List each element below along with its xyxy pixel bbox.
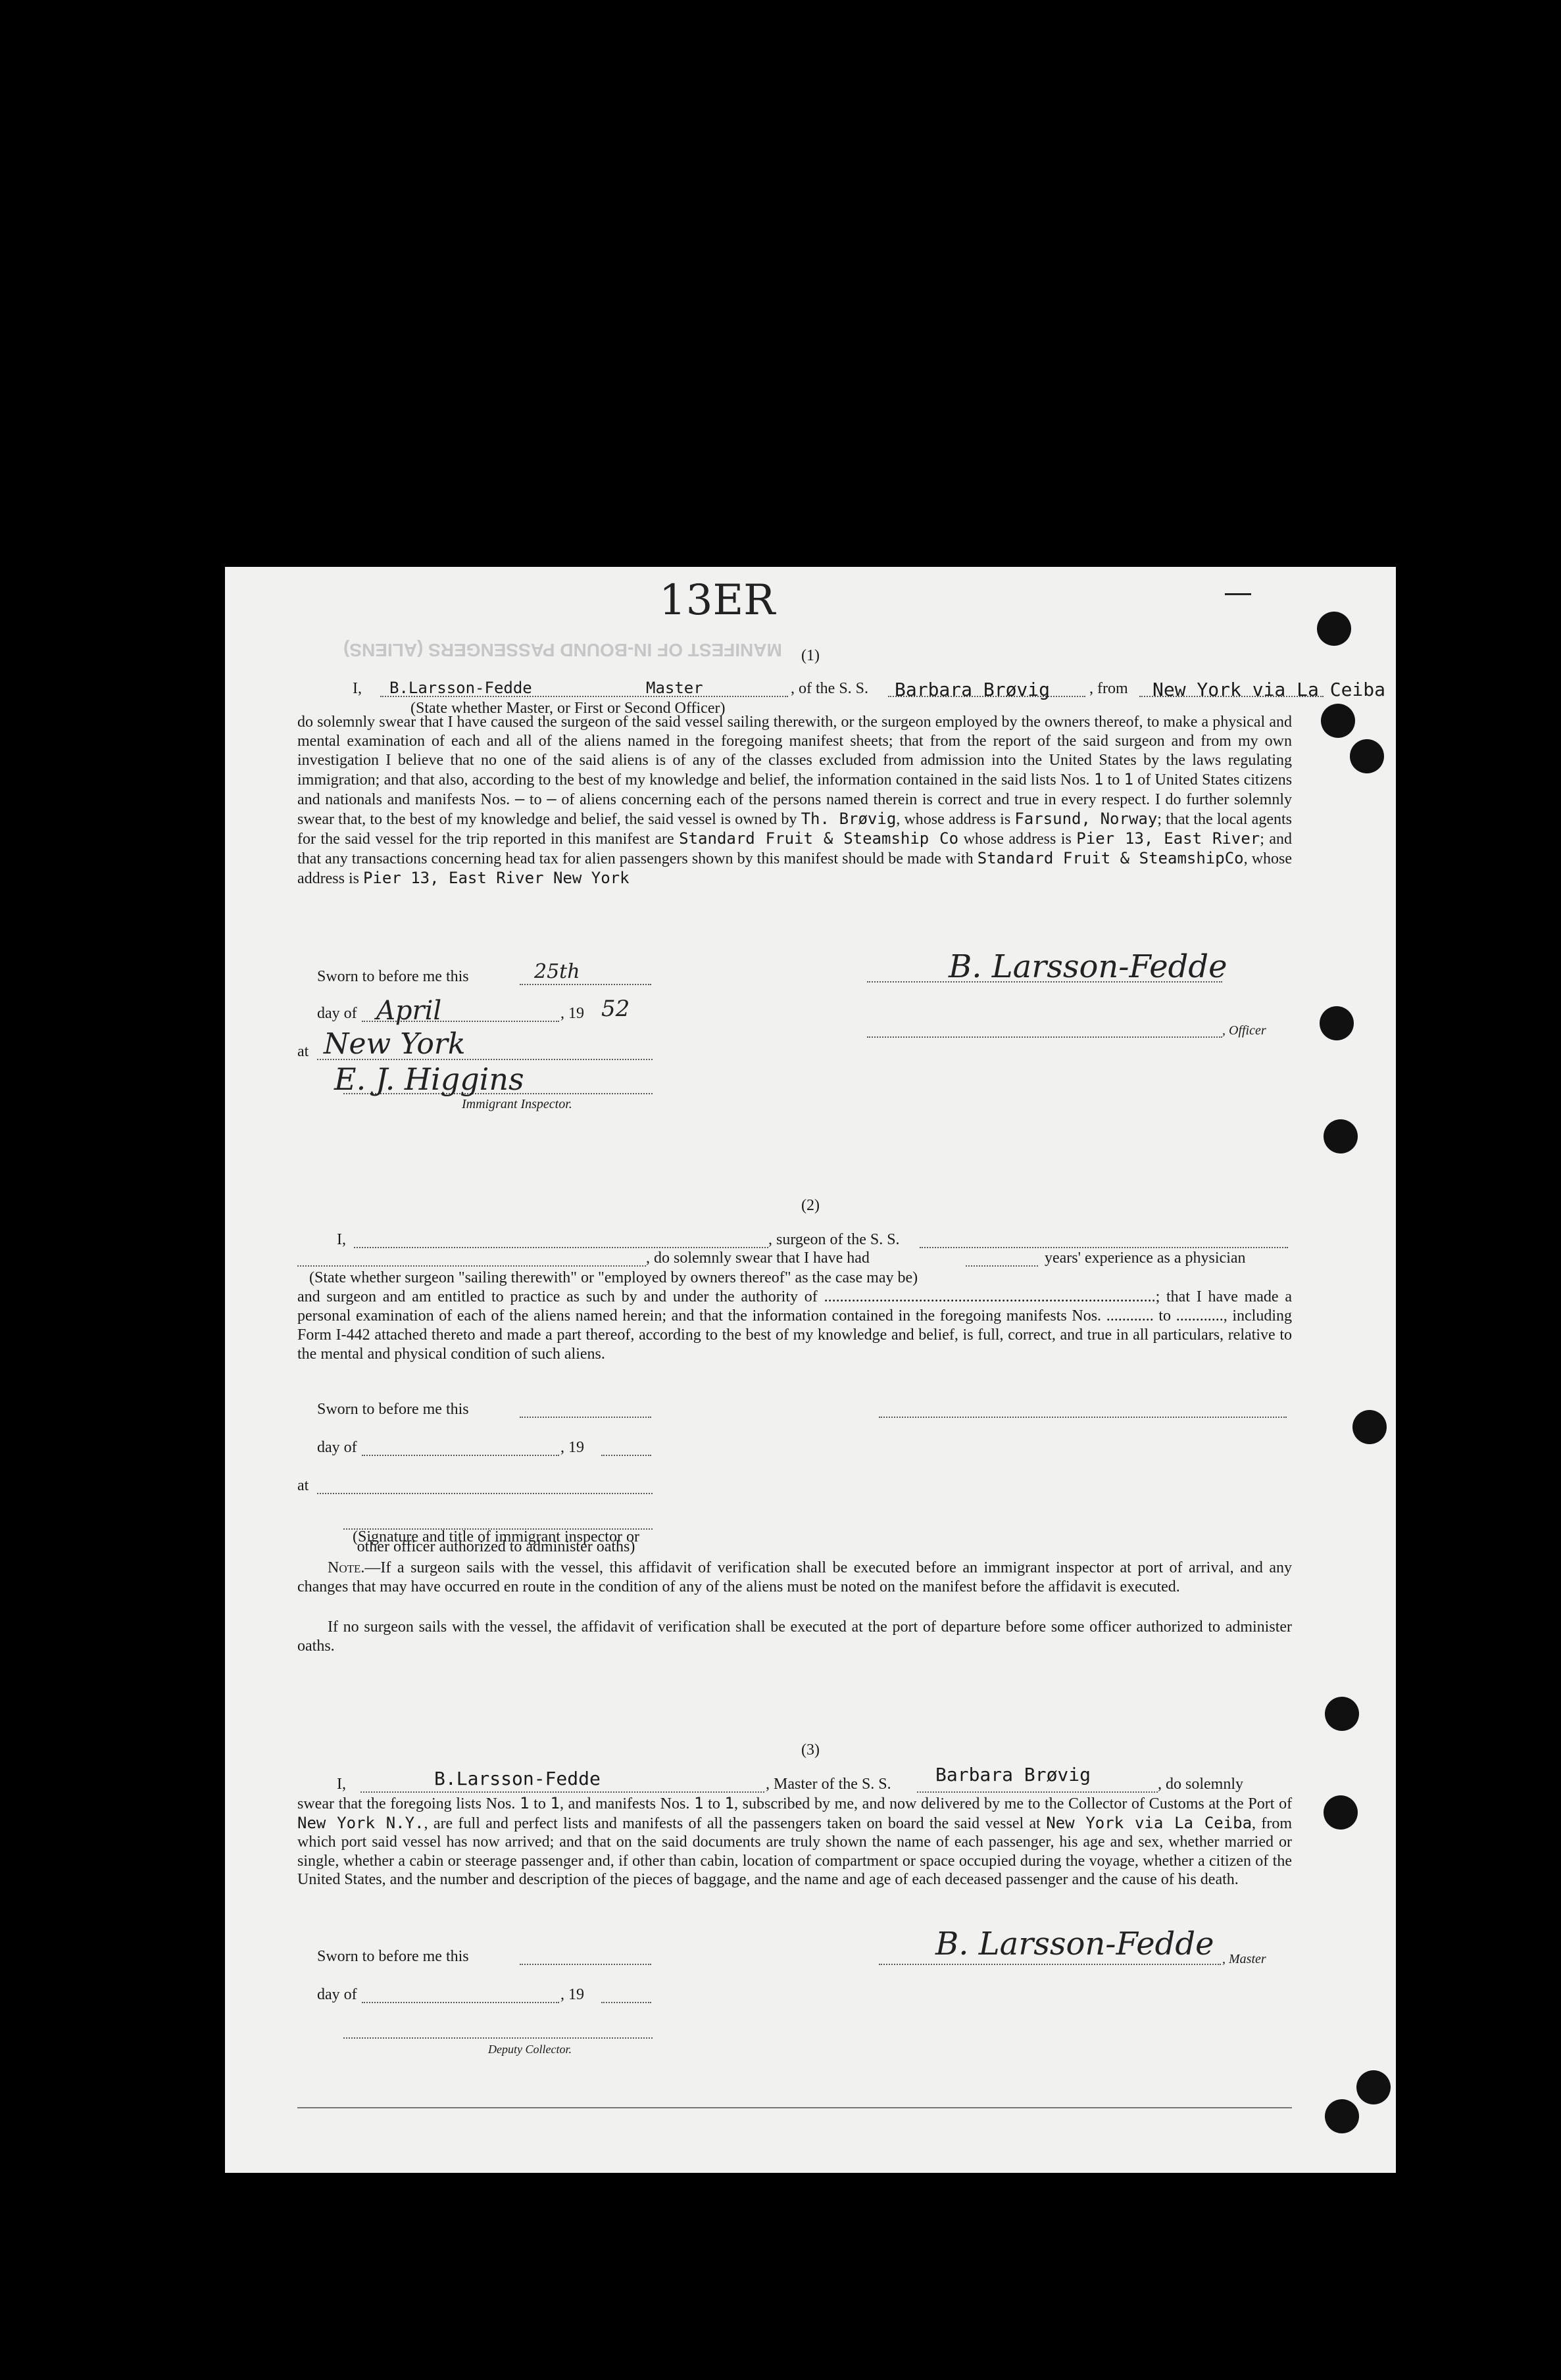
fill-line	[354, 1247, 768, 1248]
sec2-day-of: day of	[317, 1439, 357, 1456]
sec1-rank: Master	[646, 679, 703, 697]
sec2-year-prefix: , 19	[560, 1439, 584, 1456]
bottom-rule	[297, 2107, 1292, 2108]
punch-hole	[1321, 704, 1355, 738]
fill-line	[520, 1417, 651, 1418]
fill-line	[601, 2002, 651, 2003]
fill-line	[966, 1265, 1038, 1267]
punch-hole	[1325, 2099, 1359, 2133]
fill-line	[360, 1791, 764, 1793]
sec3-solemnly: , do solemnly	[1158, 1776, 1243, 1793]
sec1-at: at	[297, 1043, 309, 1060]
sec2-note-paragraph-2: If no surgeon sails with the vessel, the affidavit of verification shall be executed at the port of departure before some officer authorized to administer oaths.	[297, 1618, 1292, 1655]
section-3-number: (3)	[801, 1741, 820, 1759]
sec1-day-of: day of	[317, 1005, 357, 1022]
month-handwriting: April	[376, 996, 442, 1026]
collector-label: Deputy Collector.	[488, 2043, 572, 2056]
sec3-paragraph: swear that the foregoing lists Nos. 1 to 1, and manifests Nos. 1 to 1, subscribed by me, and now delivered by me to the Collector of Customs at the Port of New York N.Y., are full and perfect lists and manifests of all the passengers taken on board the said vessel at New York via La Ceiba, from which port said vessel has now arrived; and that on the said documents are truly shown the name of each passenger, his age and sex, whether married or single, whether a cabin or steerage passenger and, if other than cabin, location of compartment or space occupied during the voyage, whether a citizen of the United States, and the number and description of the pieces of baggage, and the name and age of each deceased passenger and the cause of his death.	[297, 1794, 1293, 1888]
sec3-master-name: B.Larsson-Fedde	[434, 1768, 601, 1789]
pen-dash	[1225, 593, 1251, 595]
punch-hole	[1324, 1795, 1358, 1830]
fill-line	[317, 1493, 653, 1494]
sec3-day-of: day of	[317, 1986, 357, 2003]
sec2-signature-note: (Signature and title of immigrant inspector or other officer authorized to administer oaths)	[353, 1528, 639, 1555]
manifest-page	[225, 567, 1396, 2173]
owner-address: Farsund, Norway	[1014, 810, 1158, 828]
sec3-sworn-label: Sworn to before me this	[317, 1948, 469, 1965]
punch-hole	[1324, 1119, 1358, 1154]
officer-signature: B. Larsson-Fedde	[949, 948, 1227, 985]
owner-name: Th. Brøvig	[801, 810, 897, 828]
sec3-year-prefix: , 19	[560, 1986, 584, 2003]
master-signature: B. Larsson-Fedde	[935, 1926, 1214, 1962]
embark-port: New York via La Ceiba	[1046, 1813, 1252, 1832]
punch-hole	[1352, 1410, 1387, 1444]
file-mark: 13ER	[659, 576, 776, 625]
fill-line	[601, 1455, 651, 1456]
year-handwriting: 52	[601, 996, 630, 1022]
sec1-ship-name: Barbara Brøvig	[895, 679, 1051, 700]
section-1-number: (1)	[801, 647, 820, 664]
bleed-through-title: MANIFEST OF IN-BOUND PASSENGERS (ALIENS)	[343, 640, 782, 660]
sec2-sworn-label: Sworn to before me this	[317, 1401, 469, 1418]
sec2-note-paragraph: Note.—If a surgeon sails with the vessel, this affidavit of verification shall be executed before an immigrant inspector at port of arrival, and any changes that may have occurred en route in the condition of any of the aliens must be noted on the manifest before the affidavit is executed.	[297, 1559, 1292, 1595]
signature-line	[879, 1964, 1221, 1965]
fill-line	[297, 1265, 646, 1267]
sec2-note: (State whether surgeon "sailing therewith" or "employed by owners thereof" as the case may be)	[309, 1269, 918, 1286]
inspector-label: Immigrant Inspector.	[462, 1097, 572, 1111]
sworn-day-handwriting: 25th	[534, 960, 580, 983]
tax-address: Pier 13, East River New York	[362, 869, 630, 887]
punch-hole	[1317, 612, 1351, 646]
punch-hole	[1325, 1697, 1359, 1731]
year-prefix: , 19	[560, 1005, 584, 1022]
punch-hole	[1356, 2070, 1391, 2104]
master-label: , Master	[1222, 1952, 1266, 1966]
punch-hole	[1350, 739, 1384, 773]
signature-line	[343, 2037, 653, 2039]
sec1-i: I,	[353, 680, 362, 697]
sec2-paragraph: and surgeon and am entitled to practice as such by and under the authority of ....................................................................................; that I have made a personal examination of each of the aliens named herein; and that the information contained in the foregoing manifests Nos. ............ to ............, including Form I-442 attached thereto and made a part thereof, according to the best of my knowledge and belief, is full, correct, and true in all particulars, relative to the mental and physical condition of such aliens.	[297, 1288, 1293, 1363]
sec1-sworn-label: Sworn to before me this	[317, 968, 469, 985]
sec2-swear: , do solemnly swear that I have had	[646, 1250, 870, 1267]
sec3-master-of: , Master of the S. S.	[766, 1776, 891, 1793]
fill-line	[362, 1455, 559, 1456]
sec3-i: I,	[337, 1776, 346, 1793]
sec1-paragraph: do solemnly swear that I have caused the surgeon of the said vessel sailing therewith, or the surgeon employed by the owners thereof, to make a physical and mental examination of each and all of the aliens named in the foregoing manifest sheets; that from the report of the said surgeon and from my own investigation I believe that no one of the said aliens is of any of the classes excluded from admission into the United States by the laws regulating immigration; and that also, according to the best of my knowledge and belief, the information contained in the said lists Nos. 1 to 1 of United States citizens and nationals and manifests Nos. — to — of aliens concerning each of the persons named therein is correct and true in every respect. I do further solemnly swear that, to the best of my knowledge and belief, the said vessel is owned by Th. Brøvig, whose address is Farsund, Norway; that the local agents for the said vessel for the trip reported in this manifest are Standard Fruit & Steamship Co whose address is Pier 13, East River; and that any transactions concerning head tax for alien passengers shown by this manifest should be made with Standard Fruit & SteamshipCo, whose address is Pier 13, East River New York	[297, 714, 1293, 887]
inspector-signature: E. J. Higgins	[334, 1061, 524, 1097]
fill-line	[362, 2002, 559, 2003]
fill-line	[917, 1791, 1158, 1793]
sec1-departure-port: New York via La Ceiba	[1152, 679, 1386, 700]
sec3-ship-name: Barbara Brøvig	[935, 1764, 1091, 1785]
sec1-from: , from	[1089, 680, 1128, 697]
sec2-at: at	[297, 1477, 309, 1494]
sec2-i: I,	[337, 1231, 346, 1248]
sec2-surgeon-of: , surgeon of the S. S.	[768, 1231, 900, 1248]
fill-line	[520, 1964, 651, 1965]
sec1-master-name: B.Larsson-Fedde	[389, 679, 532, 697]
local-agents: Standard Fruit & Steamship Co	[679, 829, 959, 848]
officer-label: , Officer	[1222, 1023, 1266, 1038]
fill-line	[520, 984, 651, 985]
arrival-port: New York N.Y.	[297, 1813, 424, 1832]
fill-line	[867, 1036, 1222, 1038]
sec1-rank-note: (State whether Master, or First or Second Officer)	[410, 700, 726, 717]
sec1-of-ss: , of the S. S.	[791, 680, 869, 697]
tax-agent: Standard Fruit & SteamshipCo	[977, 849, 1244, 867]
agents-address: Pier 13, East River	[1076, 829, 1260, 848]
punch-hole	[1320, 1006, 1354, 1040]
fill-line	[920, 1247, 1288, 1248]
section-2-number: (2)	[801, 1197, 820, 1214]
place-handwriting: New York	[324, 1027, 466, 1061]
sec2-years: years' experience as a physician	[1045, 1250, 1246, 1267]
signature-line	[879, 1417, 1287, 1418]
